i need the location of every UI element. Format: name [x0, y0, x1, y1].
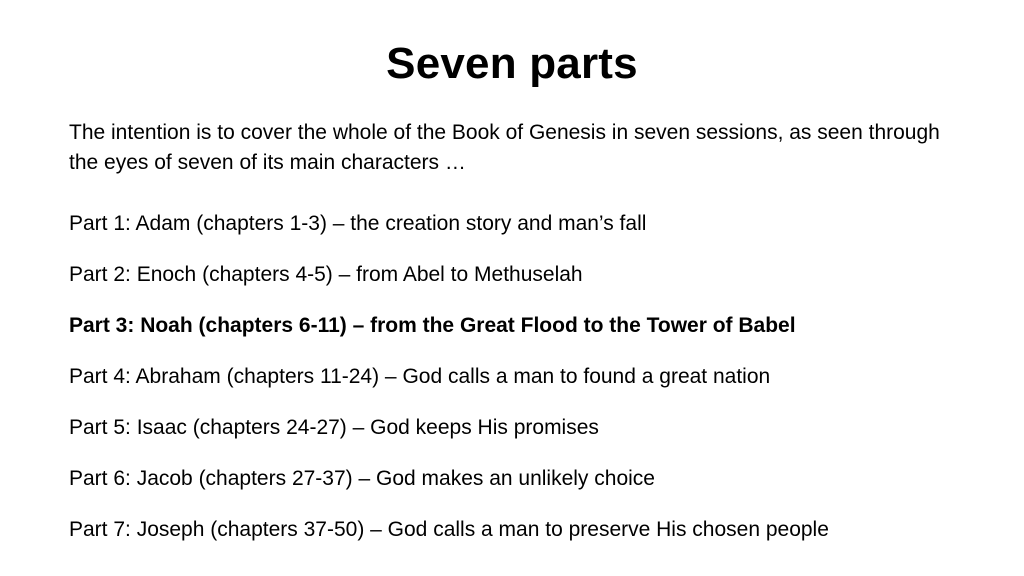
part-7: Part 7: Joseph (chapters 37-50) – God calls a man to preserve His chosen people [69, 518, 829, 541]
parts-list [69, 209, 1009, 566]
part-4: Part 4: Abraham (chapters 11-24) – God calls a man to found a great nation [69, 365, 771, 388]
part-2: Part 2: Enoch (chapters 4-5) – from Abel to Methuselah [69, 263, 583, 286]
part-5: Part 5: Isaac (chapters 24-27) – God keeps His promises [69, 416, 599, 439]
part-1: Part 1: Adam (chapters 1-3) – the creation story and man’s fall [69, 212, 647, 235]
intro-paragraph: The intention is to cover the whole of the Book of Genesis in seven sessions, as seen through the eyes of seven of its main characters … [69, 121, 940, 174]
part-3-highlighted: Part 3: Noah (chapters 6-11) – from the Great Flood to the Tower of Babel [69, 314, 796, 337]
part-6: Part 6: Jacob (chapters 27-37) – God makes an unlikely choice [69, 467, 655, 490]
slide-title: Seven parts [386, 39, 638, 88]
